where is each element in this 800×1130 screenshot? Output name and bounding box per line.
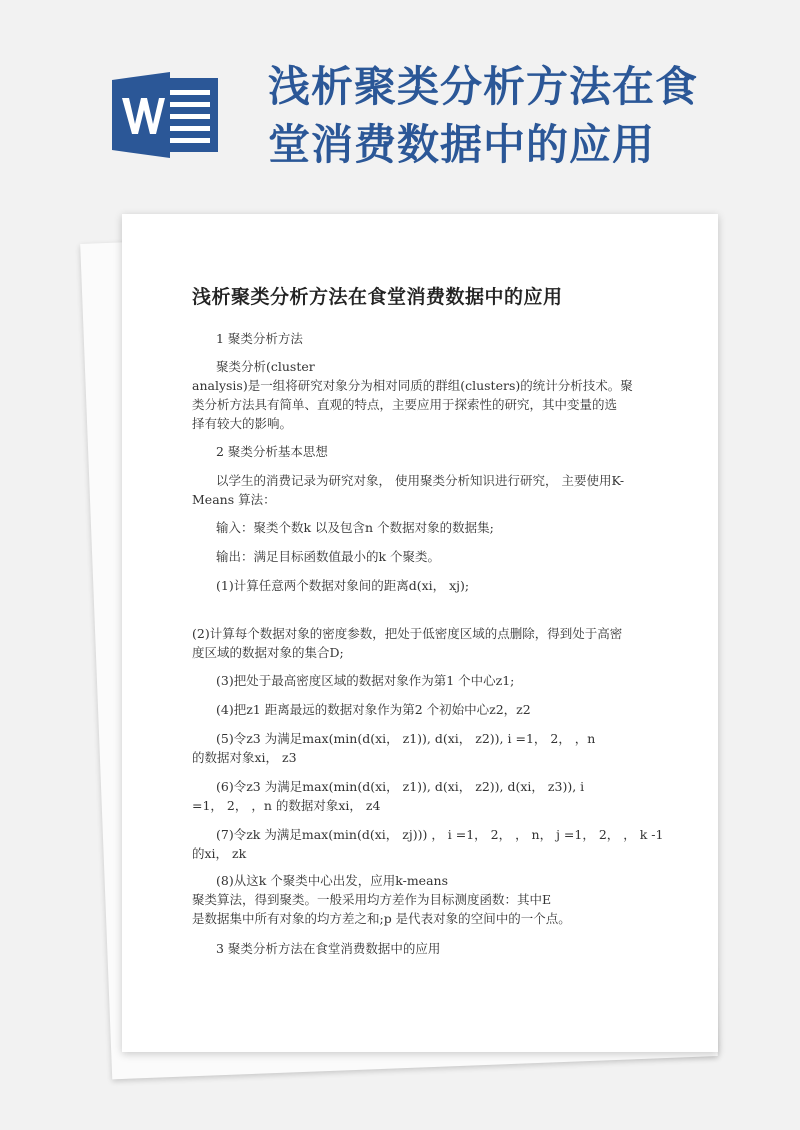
page-title-line-2: 堂消费数据中的应用 (268, 120, 656, 169)
document-title: 浅析聚类分析方法在食堂消费数据中的应用 (192, 286, 563, 308)
paragraph-line: 的数据对象xi， z3 (192, 750, 297, 765)
header (0, 0, 800, 200)
paragraph-line: 输入：聚类个数k 以及包含n 个数据对象的数据集; (216, 520, 494, 535)
paragraph-line: (5)令z3 为满足max(min(d(xi， z1)), d(xi， z2)), i =1， 2， ，n (216, 731, 596, 746)
paragraph-line: (1)计算任意两个数据对象间的距离d(xi， xj); (216, 578, 470, 593)
paragraph-line: (3)把处于最高密度区域的数据对象作为第1 个中心z1; (216, 673, 515, 688)
page-title-line-1: 浅析聚类分析方法在食 (268, 62, 699, 111)
word-icon (112, 72, 220, 158)
paragraph-line: 聚类算法，得到聚类。一般采用均方差作为目标测度函数：其中E (192, 892, 552, 907)
paragraph-line: Means 算法： (192, 492, 276, 507)
paragraph-line: 聚类分析(cluster (216, 359, 315, 374)
paragraph-line: (4)把z1 距离最远的数据对象作为第2 个初始中心z2，z2 (216, 702, 531, 717)
page-title (268, 58, 768, 174)
paragraph-line: 择有较大的影响。 (192, 416, 293, 431)
section-heading: 1 聚类分析方法 (216, 331, 303, 346)
paragraph-line: analysis)是一组将研究对象分为相对同质的群组(clusters)的统计分析技术。聚 (192, 378, 633, 393)
paragraph-line: (2)计算每个数据对象的密度参数，把处于低密度区域的点删除，得到处于高密 (192, 626, 623, 641)
section-heading: 2 聚类分析基本思想 (216, 444, 328, 459)
paragraph-line: =1， 2， ，n 的数据对象xi， z4 (192, 798, 381, 813)
paragraph-line: 是数据集中所有对象的均方差之和;p 是代表对象的空间中的一个点。 (192, 911, 571, 926)
section-heading: 3 聚类分析方法在食堂消费数据中的应用 (216, 941, 441, 956)
paragraph-line: 度区域的数据对象的集合D; (192, 645, 344, 660)
paragraph-line: (6)令z3 为满足max(min(d(xi， z1)), d(xi， z2)), d(xi， z3)), i (216, 779, 585, 794)
paragraph-line: 以学生的消费记录为研究对象， 使用聚类分析知识进行研究， 主要使用K- (216, 473, 625, 488)
paragraph-line: (8)从这k 个聚类中心出发，应用k-means (216, 873, 449, 888)
paragraph-line: (7)令zk 为满足max(min(d(xi， zj))) ， i =1， 2， ， n， j =1， 2， ， k -1 (216, 827, 664, 842)
paragraph-line: 输出：满足目标函数值最小的k 个聚类。 (216, 549, 441, 564)
paragraph-line: 类分析方法具有简单、直观的特点，主要应用于探索性的研究，其中变量的选 (192, 397, 618, 412)
document-page (122, 214, 718, 1052)
paragraph-line: 的xi， zk (192, 846, 247, 861)
